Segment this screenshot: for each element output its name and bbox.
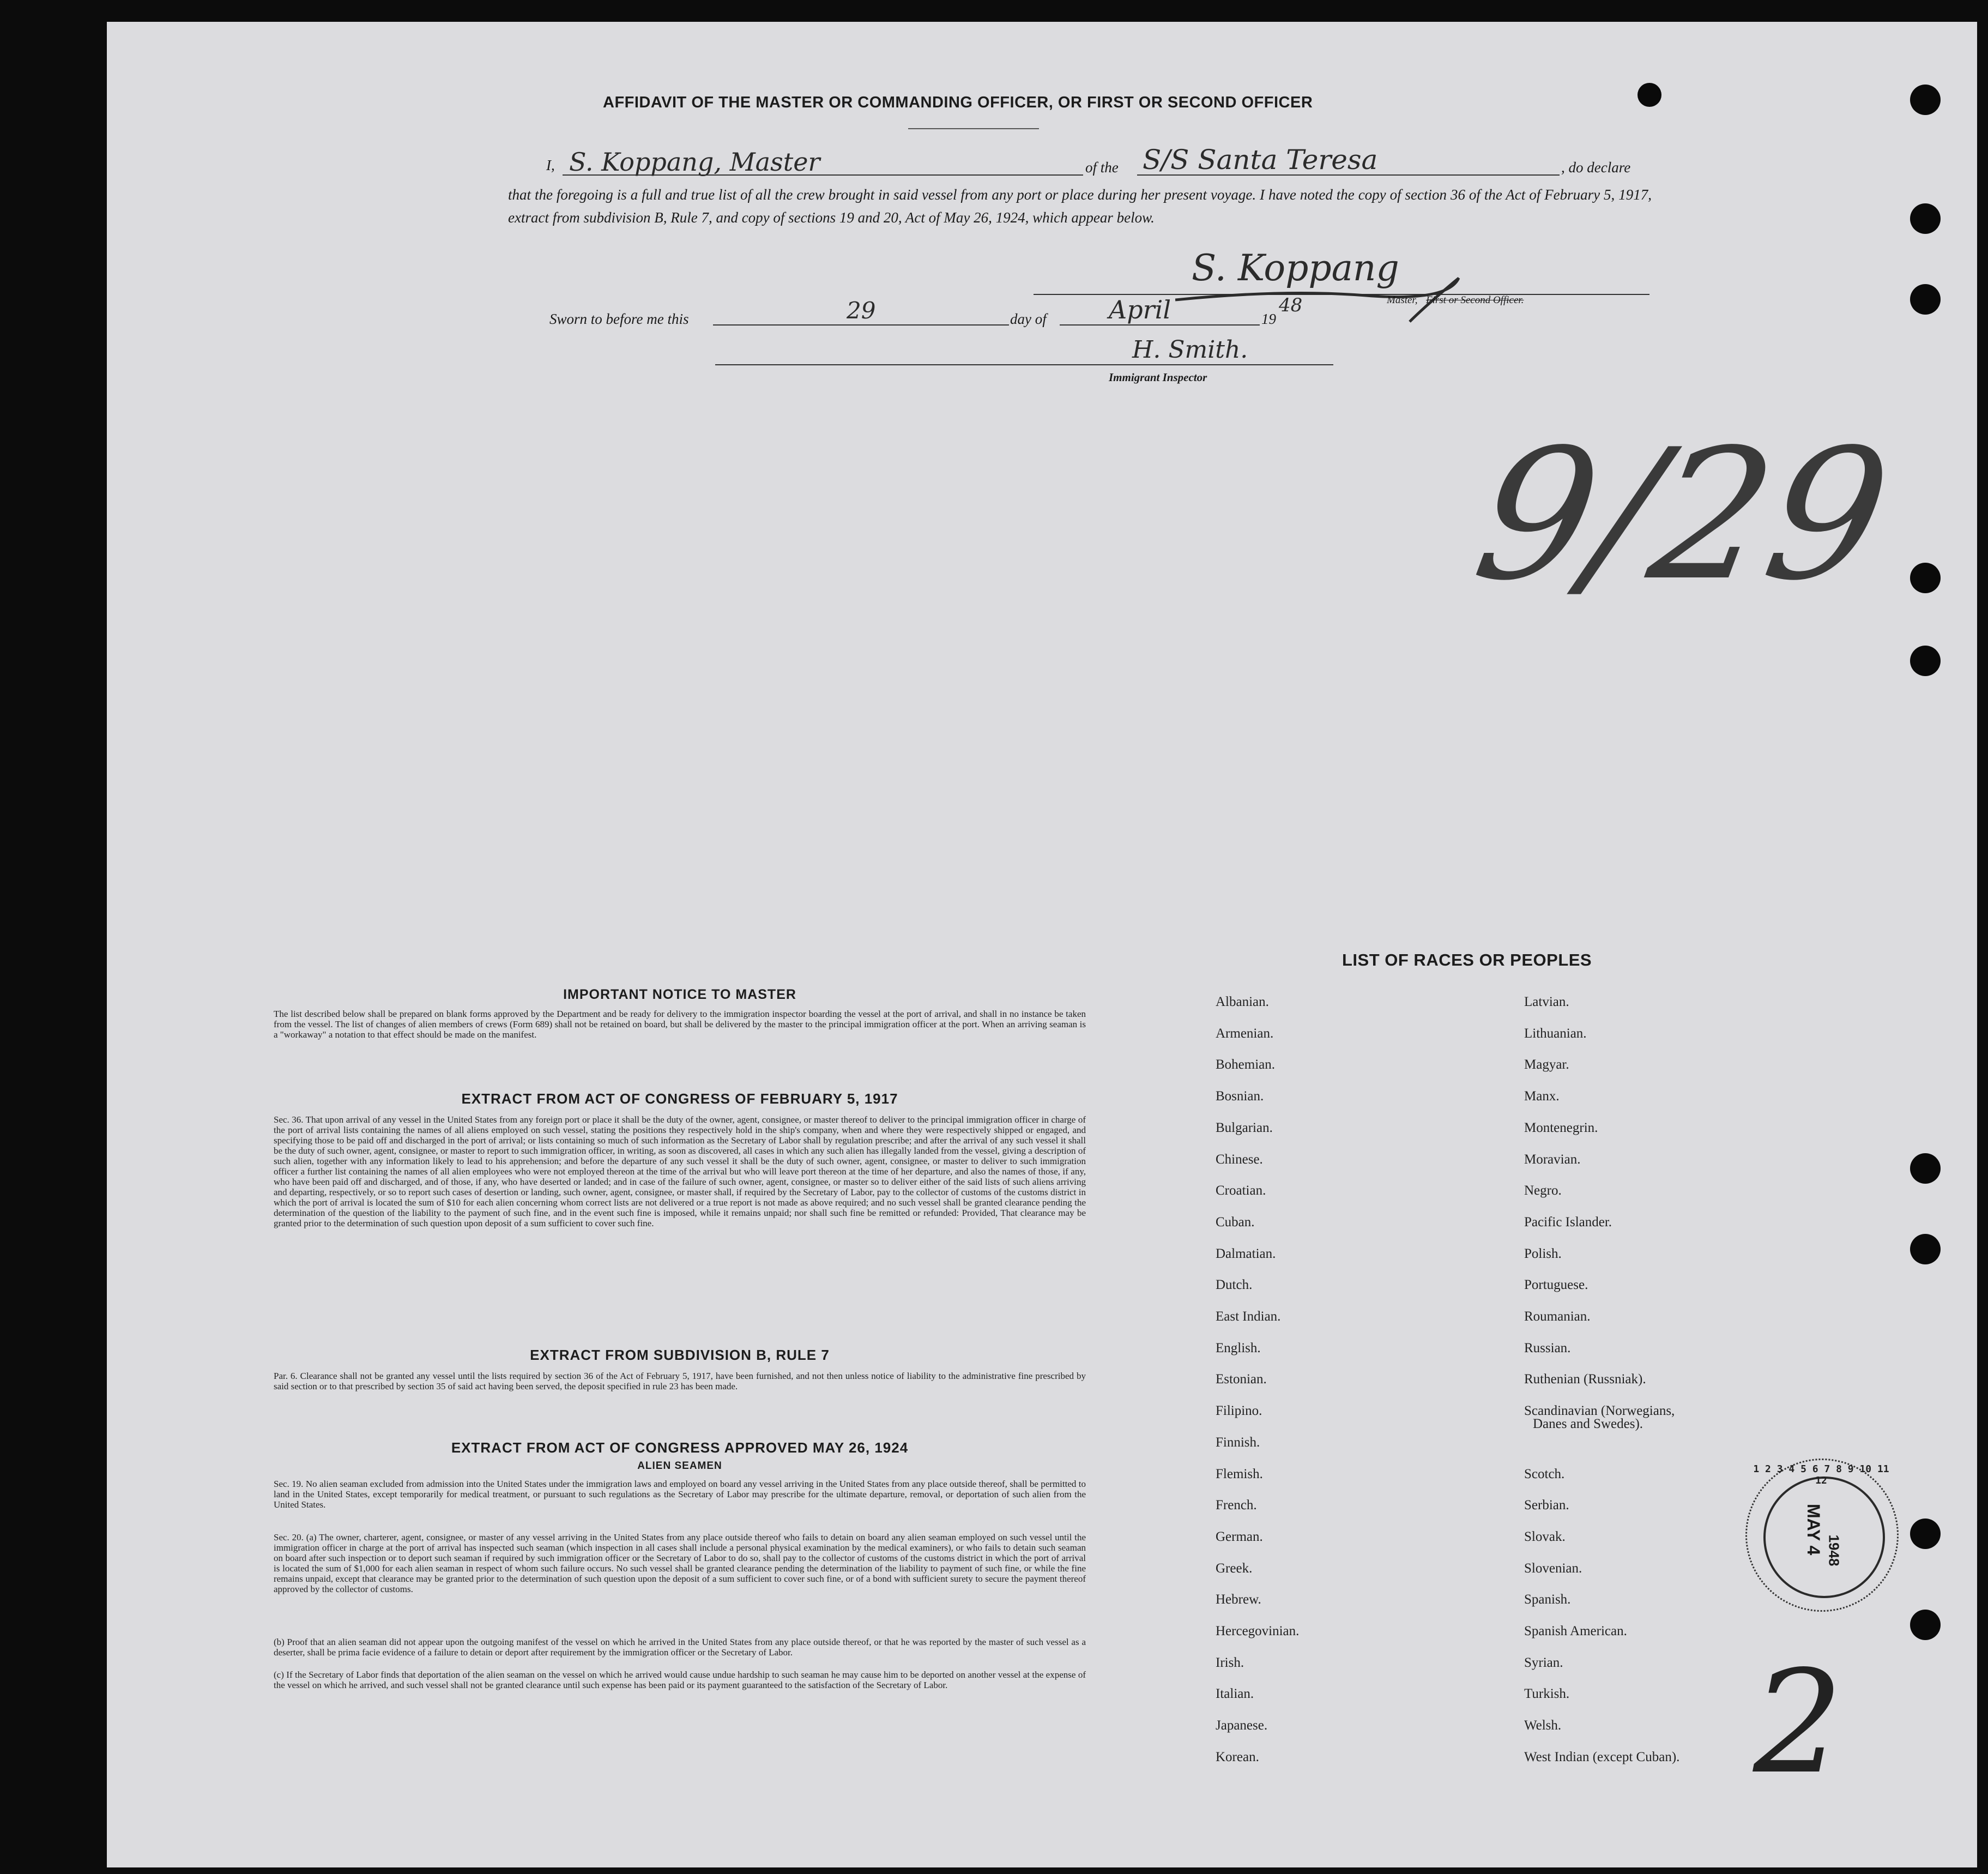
punch-hole	[1910, 563, 1941, 593]
pencil-date-mark-text: 9/29	[1462, 411, 1903, 620]
race-item: Serbian.	[1524, 1498, 1569, 1513]
race-item: Hebrew.	[1216, 1592, 1261, 1607]
sec19-text: Sec. 19. No alien seaman excluded from admission into the United States under the immigration laws and employed on board any vessel arriving in the United States from any place outside thereof, shall be permitted to land in the United States, except temporarily for medical treatment, or pursuant to such regulations as the Secretary of Labor may prescribe for the ultimate departure, removal, or deportation of such alien from the United States.	[274, 1479, 1086, 1510]
race-item: Dalmatian.	[1216, 1246, 1276, 1261]
race-item: Armenian.	[1216, 1026, 1274, 1041]
punch-hole	[1910, 284, 1941, 315]
race-item: Negro.	[1524, 1183, 1562, 1198]
label-do-declare: , do declare	[1561, 159, 1631, 176]
divider	[908, 128, 1039, 129]
day-of-label: day of	[1010, 311, 1047, 327]
affidavit-title: AFFIDAVIT OF THE MASTER OR COMMANDING OFFICER, OR FIRST OR SECOND OFFICER	[603, 94, 1313, 111]
race-item: Finnish.	[1216, 1435, 1260, 1450]
race-item: Montenegrin.	[1524, 1120, 1598, 1135]
race-item: Ruthenian (Russniak).	[1524, 1372, 1646, 1387]
stamp-inner	[1763, 1477, 1885, 1598]
race-item: Lithuanian.	[1524, 1026, 1587, 1041]
affidavit-body: that the foregoing is a full and true list of all the crew brought in said vessel from any port or place during her present voyage. I have noted the copy of section 36 of the Act of February 5, 1917, extract from subdivision B, Rule 7, and copy of sections 19 and 20, Act of May 26, 1924, which appear below.	[508, 186, 1652, 226]
punch-hole	[1910, 85, 1941, 115]
signature-caption-struck: First or Second Officer.	[1426, 294, 1524, 306]
extract1917-text: Sec. 36. That upon arrival of any vessel in the United States from any foreign port or place it shall be the duty of the owner, agent, consignee, or master thereof to deliver to the principal immigration officer in charge of the port of arrival lists containing the names of all aliens employed on such vessel, stating the positions they respectively hold in the ship's company, when and where they were respectively shipped or engaged, and specifying those to be paid off and discharged in the port of arrival; or lists containing so much of such information as the Secretary of Labor shall by regulation prescribe; and after the arrival of any such vessel it shall be the duty of such owner, agent, consignee, or master to report to such immigration officer, in writing, as soon as discovered, all cases in which any such alien has illegally landed from the vessel, giving a description of such alien, together with any information likely to lead to his apprehension; and before the departure of any such vessel it shall be the duty of such owner, agent, consignee, or master to deliver to such immigration officer a further list containing the names of all alien employees who were not employed thereon at the time of the arrival but who will leave port thereon at the time of her departure, and also the names of those, if any, who have been paid off and discharged, and of those, if any, who have deserted or landed; and in case of the failure of such owner, agent, consignee, or master so to deliver either of the said lists of such aliens arriving and departing, respectively, or so to report such cases of desertion or landing, such owner, agent, consignee, or master shall, if required by the Secretary of Labor, pay to the collector of customs of the customs district in which the port of arrival is located the sum of $10 for each alien concerning whom correct lists are not delivered or a true report is not made as above required; and no such vessel shall be granted clearance pending the determination of the question of the liability to the payment of such fine, and in the event such fine is imposed, while it remains unpaid; nor shall such fine be remitted or refunded: Provided, That clearance may be granted prior to the determination of such question upon deposit of a sum sufficient to cover such fine.	[274, 1114, 1086, 1228]
vessel-name-field[interactable]	[1137, 144, 1560, 176]
races-right-continuation: Danes and Swedes).	[1533, 1417, 1643, 1431]
race-item: Irish.	[1216, 1655, 1244, 1670]
extract1924-subheading: ALIEN SEAMEN	[637, 1460, 722, 1472]
race-item: East Indian.	[1216, 1309, 1281, 1324]
race-item: Welsh.	[1524, 1718, 1562, 1733]
race-item: West Indian (except Cuban).	[1524, 1749, 1680, 1764]
sworn-day-field[interactable]	[713, 297, 1009, 326]
race-item: Slovak.	[1524, 1529, 1566, 1544]
race-item: Manx.	[1524, 1089, 1560, 1104]
race-item: Latvian.	[1524, 995, 1569, 1009]
races-heading: LIST OF RACES OR PEOPLES	[1342, 950, 1592, 969]
extract1917-heading: EXTRACT FROM ACT OF CONGRESS OF FEBRUARY 5, 1917	[461, 1090, 898, 1107]
master-name-handwritten: S. Koppang, Master	[569, 147, 820, 177]
race-item: Greek.	[1216, 1560, 1253, 1576]
race-item: Filipino.	[1216, 1403, 1262, 1419]
master-signature: S. Koppang	[1192, 247, 1399, 289]
race-item: Japanese.	[1216, 1718, 1268, 1733]
race-item: French.	[1216, 1498, 1257, 1513]
race-item: Croatian.	[1216, 1183, 1266, 1198]
punch-hole	[1910, 1234, 1941, 1264]
pencil-date-mark	[1462, 411, 1903, 742]
sec20a-text: Sec. 20. (a) The owner, charterer, agent, consignee, or master of any vessel arriving in the United States from any place outside thereof who fails to detain on board any alien seaman employed on such vessel until the immigration officer in charge at the port of arrival has inspected such seaman (which inspection in all cases shall include a personal physical examination by the medical examiners), or who fails to detain such seaman on board after such inspection or to deport such seaman if required by such immigration officer or the Secretary of Labor to do so, shall pay to the collector of customs of the customs district in which the port of arrival is located the sum of $1,000 for each alien seaman in respect of whom such failure occurs. No such vessel shall be granted clearance pending the determination of the liability to payment of such fine, or while the fine remains unpaid, except that clearance may be granted prior to the determination of such question upon the deposit of a sum sufficient to cover such fine, or of a bond with sufficient surety to secure the payment thereof approved by the collector of customs.	[274, 1532, 1086, 1594]
inspector-signature-line[interactable]	[715, 338, 1333, 365]
inspector-caption: Immigrant Inspector	[1109, 371, 1207, 384]
notice-text: The list described below shall be prepared on blank forms approved by the Department and be ready for delivery to the immigration inspector boarding the vessel at the port of arrival, and shall in no instance be taken from the vessel. The list of changes of alien members of crews (Form 689) shall not be retained on board, but shall be delivered by the master to the principal immigration officer at the port. When an arriving seaman is a "workaway" a notation to that effect should be made on the manifest.	[274, 1009, 1086, 1040]
punch-hole	[1910, 1519, 1941, 1549]
race-item: Pacific Islander.	[1524, 1214, 1612, 1230]
race-item: Korean.	[1216, 1749, 1259, 1764]
master-name-field[interactable]	[563, 147, 1083, 176]
race-item: Portuguese.	[1524, 1278, 1588, 1293]
punch-hole	[1910, 1610, 1941, 1640]
race-item: Hercegovinian.	[1216, 1624, 1300, 1638]
punch-hole	[1637, 83, 1661, 107]
stamp-year: 1948	[1826, 1534, 1842, 1566]
race-item: Polish.	[1524, 1246, 1562, 1261]
label-i: I,	[546, 157, 555, 173]
sworn-month: April	[1109, 295, 1171, 324]
punch-hole	[1910, 646, 1941, 676]
race-item: Spanish American.	[1524, 1624, 1627, 1638]
punch-hole	[1910, 203, 1941, 234]
race-item: Dutch.	[1216, 1278, 1253, 1293]
race-item: Slovenian.	[1524, 1560, 1582, 1576]
race-item: Russian.	[1524, 1340, 1571, 1355]
race-item: Syrian.	[1524, 1655, 1563, 1670]
sworn-day: 29	[847, 297, 876, 324]
year-prefix: 19	[1261, 311, 1276, 327]
race-item: Scotch.	[1524, 1466, 1565, 1481]
year-suffix: 48	[1279, 294, 1303, 316]
race-item: Magyar.	[1524, 1057, 1569, 1072]
race-item: Turkish.	[1524, 1686, 1570, 1702]
race-item: Bohemian.	[1216, 1057, 1276, 1072]
label-of-the: of the	[1085, 159, 1119, 176]
sec20c-text: (c) If the Secretary of Labor finds that deportation of the alien seaman on the vessel on which he arrived would cause undue hardship to such seaman he may cause him to be deported on another vessel at the expense of the vessel on which he arrived, and such vessel shall not be granted clearance until such expense has been paid or its payment guaranteed to the satisfaction of the Secretary of Labor.	[274, 1670, 1086, 1690]
punch-hole	[1910, 1153, 1941, 1184]
sworn-label: Sworn to before me this	[549, 311, 689, 327]
stamp-ring-digits: 1 2 3 4 5 6 7 8 9 10 11 12	[1753, 1463, 1889, 1486]
race-item: German.	[1216, 1529, 1263, 1544]
extract1924-heading: EXTRACT FROM ACT OF CONGRESS APPROVED MAY 26, 1924	[451, 1439, 909, 1456]
race-item: Bulgarian.	[1216, 1120, 1273, 1135]
race-item: Bosnian.	[1216, 1089, 1264, 1104]
race-item: Moravian.	[1524, 1152, 1581, 1167]
inspector-signature: H. Smith.	[1132, 336, 1248, 364]
signature-caption-master: Master,	[1387, 294, 1418, 306]
rule7-heading: EXTRACT FROM SUBDIVISION B, RULE 7	[530, 1347, 830, 1363]
notice-heading: IMPORTANT NOTICE TO MASTER	[563, 987, 796, 1002]
sec20b-text: (b) Proof that an alien seaman did not appear upon the outgoing manifest of the vessel on which he arrived in the United States from any place outside thereof, or that he was reported by the master of such vessel as a deserter, shall be prima facie evidence of a failure to detain or deport after requirement by the immigration officer or the Secretary of Labor.	[274, 1637, 1086, 1658]
race-item: Flemish.	[1216, 1466, 1263, 1481]
race-item: Scandinavian (Norwegians,	[1524, 1403, 1675, 1419]
race-item: Cuban.	[1216, 1214, 1255, 1230]
race-item: English.	[1216, 1340, 1261, 1355]
sworn-month-field[interactable]	[1060, 297, 1260, 326]
race-item: Roumanian.	[1524, 1309, 1591, 1324]
stamp-month-day: MAY 4	[1804, 1504, 1823, 1556]
pencil-page-number: 2	[1753, 1641, 1844, 1805]
race-item: Italian.	[1216, 1686, 1254, 1702]
vessel-name-handwritten: S/S Santa Teresa	[1143, 144, 1378, 176]
race-item: Spanish.	[1524, 1592, 1571, 1607]
race-item: Estonian.	[1216, 1372, 1267, 1387]
rule7-text: Par. 6. Clearance shall not be granted any vessel until the lists required by section 36 of the Act of February 5, 1917, have been furnished, and not then unless notice of liability to the administrative fine prescribed by said section or to that prescribed by section 35 of said act having been served, the deposit specified in rule 23 has been made.	[274, 1371, 1086, 1391]
race-item: Chinese.	[1216, 1152, 1263, 1167]
document-page	[107, 22, 1977, 1867]
race-item: Albanian.	[1216, 995, 1269, 1009]
receiving-stamp	[1745, 1459, 1899, 1612]
